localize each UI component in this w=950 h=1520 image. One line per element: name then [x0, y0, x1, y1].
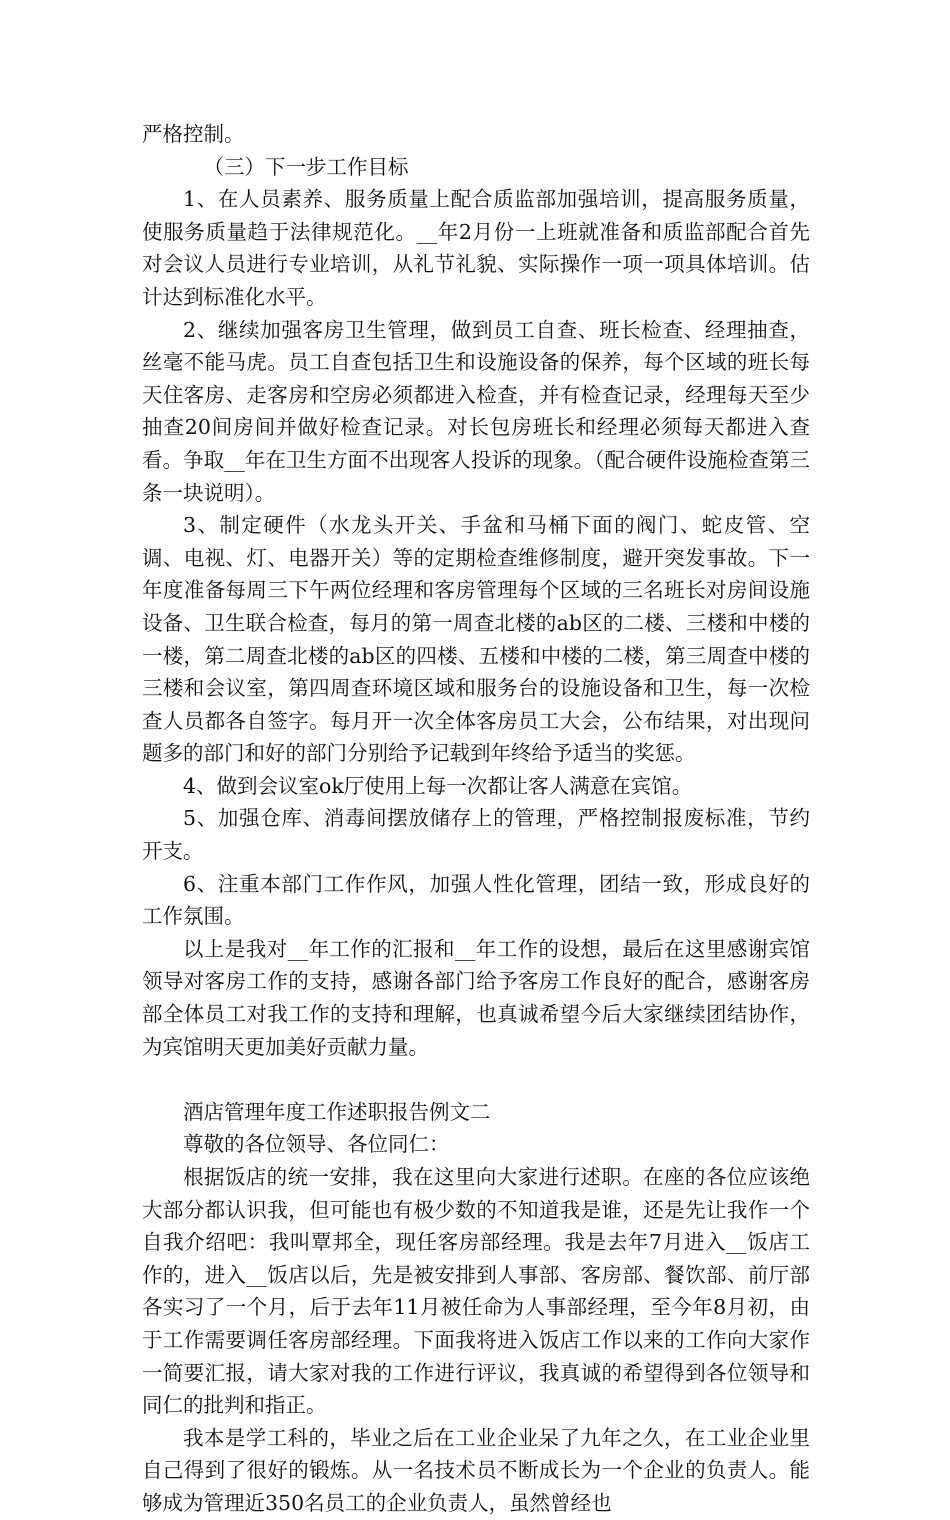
salutation: 尊敬的各位领导、各位同仁： [183, 1132, 450, 1157]
paragraph-goal-5: 5、加强仓库、消毒间摆放储存上的管理，严格控制报废标准，节约开支。 [142, 806, 810, 864]
section-heading: （三）下一步工作目标 [203, 154, 409, 179]
paragraph-background: 我本是学工科的，毕业之后在工业企业呆了九年之久，在工业企业里自己得到了很好的锻炼。从一名技术员不断成长为一个企业的负责人。能够成为管理近350名员工的企业负责人，虽然曾经也 [142, 1425, 810, 1515]
paragraph-goal-1: 1、在人员素养、服务质量上配合质监部加强培训，提高服务质量，使服务质量趋于法律规范化。__年2月份一上班就准备和质监部配合首先对会议人员进行专业培训，从礼节礼貌、实际操作一项一项具体培训。估计达到标准化水平。 [142, 187, 810, 309]
paragraph-goal-3: 3、制定硬件（水龙头开关、手盆和马桶下面的阀门、蛇皮管、空调、电视、灯、电器开关）等的定期检查维修制度，避开突发事故。下一年度准备每周三下午两位经理和客房管理每个区域的三名班长对房间设施设备、卫生联合检查，每月的第一周查北楼的ab区的二楼、三楼和中楼的一楼，第二周查北楼的ab区的四楼、五楼和中楼的二楼，第三周查中楼的三楼和会议室，第四周查环境区域和服务台的设施设备和卫生，每一次检查人员都各自签字。每月开一次全体客房员工大会，公布结果，对出现问题多的部门和好的部门分别给予记载到年终给予适当的奖惩。 [142, 513, 810, 766]
paragraph-continuation: 严格控制。 [142, 122, 245, 146]
paragraph-introduction: 根据饭店的统一安排，我在这里向大家进行述职。在座的各位应该绝大部分都认识我，但可能也有极少数的不知道我是谁，还是先让我作一个自我介绍吧：我叫覃邦全，现任客房部经理。我是去年7月进入__饭店工作的，进入__饭店以后，先是被安排到人事部、客房部、餐饮部、前厅部各实习了一个月，后于去年11月被任命为人事部经理，至今年8月初，由于工作需要调任客房部经理。下面我将进入饭店工作以来的工作向大家作一简要汇报，请大家对我的工作进行评议，我真诚的希望得到各位领导和同仁的批判和指正。 [142, 1165, 810, 1418]
document-body [142, 118, 810, 1520]
blank-line [142, 1063, 810, 1096]
paragraph-goal-6: 6、注重本部门工作作风，加强人性化管理，团结一致，形成良好的工作氛围。 [142, 871, 810, 929]
paragraph-goal-2: 2、继续加强客房卫生管理，做到员工自查、班长检查、经理抽查，丝毫不能马虎。员工自查包括卫生和设施设备的保养，每个区域的班长每天住客房、走客房和空房必须都进入检查，并有检查记录，经理每天至少抽查20间房间并做好检查记录。对长包房班长和经理必须每天都进入查看。争取__年在卫生方面不出现客人投诉的现象。（配合硬件设施检查第三条一块说明）。 [142, 317, 810, 505]
paragraph-goal-4: 4、做到会议室ok厅使用上每一次都让客人满意在宾馆。 [183, 773, 693, 798]
example-title: 酒店管理年度工作述职报告例文二 [183, 1099, 491, 1124]
paragraph-closing: 以上是我对__年工作的汇报和__年工作的设想，最后在这里感谢宾馆领导对客房工作的支持，感谢各部门给予客房工作良好的配合，感谢客房部全体员工对我工作的支持和理解，也真诚希望今后大家继续团结协作，为宾馆明天更加美好贡献力量。 [142, 936, 810, 1059]
